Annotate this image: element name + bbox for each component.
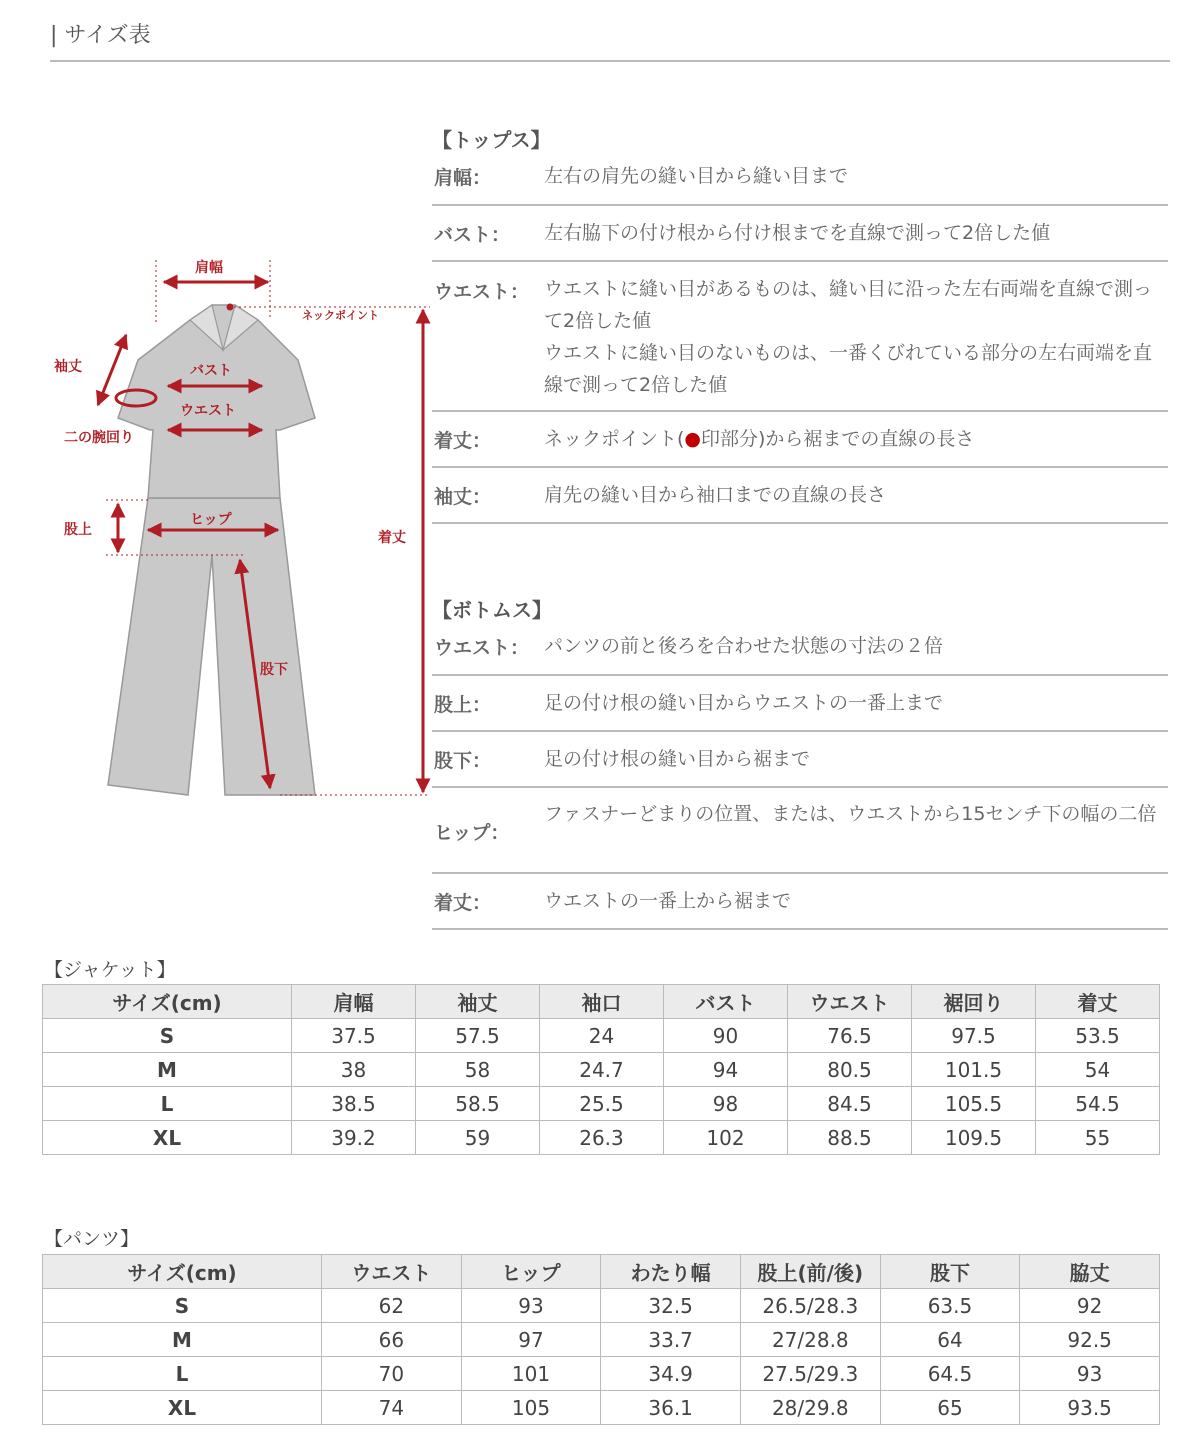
column-header: サイズ(cm) (43, 1255, 322, 1289)
def-term: バスト： (434, 224, 511, 246)
size-cell: S (43, 1019, 292, 1053)
table-cell: 101.5 (912, 1053, 1036, 1087)
table-cell: 58 (416, 1053, 540, 1087)
def-row (432, 160, 1168, 206)
table-cell: 32.5 (601, 1289, 741, 1323)
column-header: 股上(前/後) (740, 1255, 880, 1289)
size-cell: XL (43, 1391, 322, 1425)
table-row (43, 1357, 1160, 1391)
page-title: | サイズ表 (50, 23, 151, 48)
table-cell: 63.5 (880, 1289, 1020, 1323)
table-row (43, 1019, 1160, 1053)
def-desc-part: ネックポイント( (544, 428, 685, 450)
jacket-table-caption: 【ジャケット】 (44, 959, 176, 981)
def-desc: パンツの前と後ろを合わせた状態の寸法の２倍 (544, 635, 944, 657)
column-header: サイズ(cm) (43, 985, 292, 1019)
def-row (432, 206, 1168, 262)
def-desc (544, 273, 1168, 401)
def-row (432, 732, 1168, 788)
table-cell: 38.5 (292, 1087, 416, 1121)
table-cell: 88.5 (788, 1121, 912, 1155)
table-cell: 33.7 (601, 1323, 741, 1357)
table-row (43, 1087, 1160, 1121)
table-cell: 90 (664, 1019, 788, 1053)
table-cell: 27.5/29.3 (740, 1357, 880, 1391)
def-term: ヒップ： (434, 822, 510, 844)
def-term: 袖丈： (434, 486, 492, 508)
table-cell: 92.5 (1020, 1323, 1160, 1357)
def-desc: ファスナーどまりの位置、または、ウエストから15センチ下の幅の二倍 (544, 803, 1157, 825)
table-cell: 105.5 (912, 1087, 1036, 1121)
table-row (43, 1053, 1160, 1087)
table-cell: 59 (416, 1121, 540, 1155)
table-cell: 39.2 (292, 1121, 416, 1155)
table-cell: 93 (1020, 1357, 1160, 1391)
table-cell: 65 (880, 1391, 1020, 1425)
label-neck-point: ネックポイント (302, 309, 379, 322)
table-row (43, 1323, 1160, 1357)
neck-point-dot (227, 304, 234, 311)
table-cell: 74 (322, 1391, 462, 1425)
sleeve-arrow (98, 335, 126, 405)
def-row (432, 788, 1168, 874)
table-cell: 97 (461, 1323, 601, 1357)
label-waist: ウエスト (180, 403, 236, 419)
column-header: 裾回り (912, 985, 1036, 1019)
table-cell: 64 (880, 1323, 1020, 1357)
table-cell: 24.7 (540, 1053, 664, 1087)
jacket-size-table (42, 984, 1160, 1155)
column-header: 脇丈 (1020, 1255, 1160, 1289)
label-sleeve: 袖丈 (54, 359, 82, 375)
column-header: ヒップ (461, 1255, 601, 1289)
table-cell: 66 (322, 1323, 462, 1357)
def-desc-line: ウエストに縫い目があるものは、縫い目に沿った左右両端を直線で測って2倍した値 (544, 278, 1153, 332)
tops-title: 【トップス】 (432, 128, 551, 152)
table-row (43, 1289, 1160, 1323)
table-cell: 93.5 (1020, 1391, 1160, 1425)
table-cell: 53.5 (1036, 1019, 1160, 1053)
size-cell: XL (43, 1121, 292, 1155)
column-header: 着丈 (1036, 985, 1160, 1019)
table-cell: 25.5 (540, 1087, 664, 1121)
table-row (43, 1391, 1160, 1425)
table-cell: 105 (461, 1391, 601, 1425)
column-header: わたり幅 (601, 1255, 741, 1289)
def-row (432, 676, 1168, 732)
table-cell: 102 (664, 1121, 788, 1155)
table-cell: 70 (322, 1357, 462, 1391)
def-desc-line: ウエストに縫い目のないものは、一番くびれている部分の左右両端を直線で測って2倍した値 (544, 342, 1153, 396)
def-term: 着丈： (434, 430, 492, 452)
table-cell: 97.5 (912, 1019, 1036, 1053)
size-cell: L (43, 1087, 292, 1121)
label-upper-arm: 二の腕回り (64, 430, 134, 446)
def-desc: 足の付け根の縫い目からウエストの一番上まで (544, 692, 944, 714)
label-rise: 股上 (64, 522, 92, 538)
size-cell: M (43, 1323, 322, 1357)
def-desc: 足の付け根の縫い目から裾まで (544, 748, 811, 770)
column-header: 肩幅 (292, 985, 416, 1019)
table-cell: 55 (1036, 1121, 1160, 1155)
label-shoulder: 肩幅 (195, 260, 223, 276)
title-divider (50, 60, 1170, 62)
table-header-row (43, 1255, 1160, 1289)
def-row (432, 874, 1168, 930)
column-header: ウエスト (788, 985, 912, 1019)
table-cell: 94 (664, 1053, 788, 1087)
table-cell: 84.5 (788, 1087, 912, 1121)
column-header: 袖丈 (416, 985, 540, 1019)
size-cell: M (43, 1053, 292, 1087)
table-cell: 93 (461, 1289, 601, 1323)
column-header: バスト (664, 985, 788, 1019)
def-desc: 左右の肩先の縫い目から縫い目まで (544, 165, 849, 187)
pants-size-table (42, 1254, 1160, 1425)
def-desc: 肩先の縫い目から袖口までの直線の長さ (544, 484, 887, 506)
column-header: 股下 (880, 1255, 1020, 1289)
table-cell: 28/29.8 (740, 1391, 880, 1425)
table-cell: 58.5 (416, 1087, 540, 1121)
size-cell: L (43, 1357, 322, 1391)
table-cell: 54 (1036, 1053, 1160, 1087)
table-cell: 57.5 (416, 1019, 540, 1053)
table-cell: 26.3 (540, 1121, 664, 1155)
table-cell: 109.5 (912, 1121, 1036, 1155)
table-cell: 101 (461, 1357, 601, 1391)
table-header-row (43, 985, 1160, 1019)
bottoms-title: 【ボトムス】 (432, 598, 552, 622)
table-cell: 24 (540, 1019, 664, 1053)
table-cell: 37.5 (292, 1019, 416, 1053)
def-term: 着丈： (434, 892, 492, 914)
table-cell: 80.5 (788, 1053, 912, 1087)
table-cell: 54.5 (1036, 1087, 1160, 1121)
pants-table-caption: 【パンツ】 (44, 1228, 140, 1250)
table-cell: 92 (1020, 1289, 1160, 1323)
def-desc (544, 423, 1168, 455)
def-row (432, 628, 1168, 676)
table-cell: 38 (292, 1053, 416, 1087)
def-desc: 左右脇下の付け根から付け根までを直線で測って2倍した値 (544, 222, 1051, 244)
def-desc: ウエストの一番上から裾まで (544, 890, 792, 912)
column-header: 袖口 (540, 985, 664, 1019)
table-cell: 98 (664, 1087, 788, 1121)
def-term: ウエスト： (434, 281, 530, 303)
table-cell: 34.9 (601, 1357, 741, 1391)
table-cell: 26.5/28.3 (740, 1289, 880, 1323)
size-cell: S (43, 1289, 322, 1323)
def-term: ウエスト： (434, 637, 530, 659)
label-bust: バスト (190, 363, 232, 379)
def-term: 股下： (434, 750, 492, 772)
table-row (43, 1121, 1160, 1155)
label-hip: ヒップ (190, 512, 232, 528)
table-cell: 64.5 (880, 1357, 1020, 1391)
def-row (432, 468, 1168, 524)
table-cell: 76.5 (788, 1019, 912, 1053)
measurement-figure (40, 250, 440, 810)
label-inseam: 股下 (260, 662, 288, 678)
label-length: 着丈 (378, 530, 406, 546)
neck-point-mark: ● (684, 428, 702, 450)
def-term: 股上： (434, 694, 492, 716)
def-term: 肩幅： (434, 167, 492, 189)
table-cell: 36.1 (601, 1391, 741, 1425)
def-desc-part: 印部分)から裾までの直線の長さ (701, 428, 975, 450)
column-header: ウエスト (322, 1255, 462, 1289)
table-cell: 62 (322, 1289, 462, 1323)
pants-shape (108, 498, 315, 795)
def-row (432, 262, 1168, 412)
table-cell: 27/28.8 (740, 1323, 880, 1357)
def-row (432, 412, 1168, 468)
